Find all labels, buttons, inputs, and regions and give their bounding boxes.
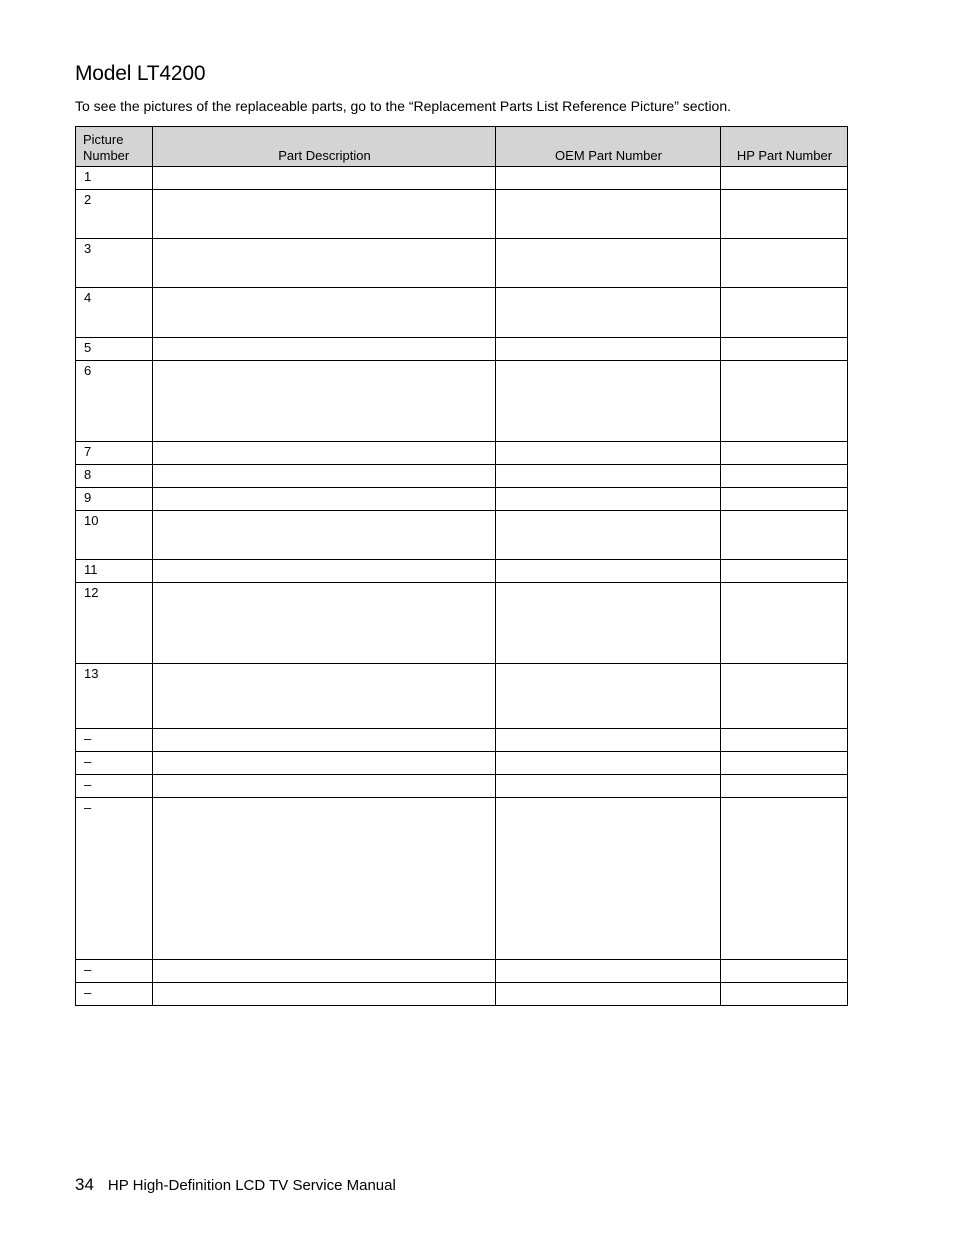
- hp-part-number-cell: [721, 442, 848, 465]
- hp-part-number-cell: [721, 664, 848, 729]
- table-row: [76, 167, 848, 190]
- table-row: [76, 752, 848, 775]
- picture-number-cell: 4: [76, 288, 153, 338]
- hp-part-number-cell: [721, 583, 848, 664]
- hp-part-number-cell: [721, 511, 848, 560]
- hp-part-number-cell: [721, 190, 848, 239]
- hp-part-number-cell: [721, 960, 848, 983]
- table-row: [76, 664, 848, 729]
- picture-number-cell: –: [76, 798, 153, 960]
- part-description-cell: [153, 983, 496, 1006]
- oem-part-number-cell: [496, 729, 721, 752]
- part-description-cell: [153, 442, 496, 465]
- table-row: [76, 465, 848, 488]
- column-header-picture-line2: Number: [83, 148, 130, 163]
- part-description-cell: [153, 511, 496, 560]
- picture-number-cell: 12: [76, 583, 153, 664]
- table-header-row: [76, 127, 848, 167]
- table-row: [76, 239, 848, 288]
- oem-part-number-cell: [496, 511, 721, 560]
- picture-number-cell: 5: [76, 338, 153, 361]
- part-description-cell: [153, 560, 496, 583]
- hp-part-number-cell: [721, 167, 848, 190]
- part-description-cell: [153, 288, 496, 338]
- part-description-cell: [153, 239, 496, 288]
- picture-number-cell: 2: [76, 190, 153, 239]
- table-row: [76, 798, 848, 960]
- part-description-cell: [153, 664, 496, 729]
- oem-part-number-cell: [496, 488, 721, 511]
- oem-part-number-cell: [496, 560, 721, 583]
- table-row: [76, 190, 848, 239]
- table-row: [76, 775, 848, 798]
- hp-part-number-cell: [721, 775, 848, 798]
- oem-part-number-cell: [496, 983, 721, 1006]
- table-row: [76, 960, 848, 983]
- hp-part-number-cell: [721, 288, 848, 338]
- oem-part-number-cell: [496, 442, 721, 465]
- hp-part-number-cell: [721, 465, 848, 488]
- part-description-cell: [153, 775, 496, 798]
- table-row: [76, 583, 848, 664]
- hp-part-number-cell: [721, 239, 848, 288]
- page-number: 34: [75, 1175, 94, 1194]
- oem-part-number-cell: [496, 960, 721, 983]
- part-description-cell: [153, 338, 496, 361]
- hp-part-number-cell: [721, 729, 848, 752]
- parts-table: [75, 126, 848, 1006]
- column-header-picture-line1: Picture: [83, 132, 124, 147]
- oem-part-number-cell: [496, 465, 721, 488]
- intro-text: To see the pictures of the replaceable parts, go to the “Replacement Parts List Reference Picture” section.: [75, 98, 732, 114]
- hp-part-number-cell: [721, 338, 848, 361]
- picture-number-cell: 13: [76, 664, 153, 729]
- table-row: [76, 442, 848, 465]
- table-row: [76, 488, 848, 511]
- oem-part-number-cell: [496, 664, 721, 729]
- oem-part-number-cell: [496, 775, 721, 798]
- oem-part-number-cell: [496, 798, 721, 960]
- picture-number-cell: 1: [76, 167, 153, 190]
- table-row: [76, 338, 848, 361]
- part-description-cell: [153, 190, 496, 239]
- column-header-oem-part-number: OEM Part Number: [496, 127, 721, 167]
- oem-part-number-cell: [496, 288, 721, 338]
- hp-part-number-cell: [721, 361, 848, 442]
- picture-number-cell: 10: [76, 511, 153, 560]
- table-row: [76, 983, 848, 1006]
- part-description-cell: [153, 465, 496, 488]
- oem-part-number-cell: [496, 239, 721, 288]
- oem-part-number-cell: [496, 583, 721, 664]
- oem-part-number-cell: [496, 752, 721, 775]
- table-row: [76, 511, 848, 560]
- page-title: Model LT4200: [75, 62, 206, 85]
- picture-number-cell: 9: [76, 488, 153, 511]
- hp-part-number-cell: [721, 752, 848, 775]
- table-row: [76, 729, 848, 752]
- part-description-cell: [153, 361, 496, 442]
- picture-number-cell: 11: [76, 560, 153, 583]
- picture-number-cell: 8: [76, 465, 153, 488]
- oem-part-number-cell: [496, 361, 721, 442]
- picture-number-cell: –: [76, 752, 153, 775]
- table-row: [76, 361, 848, 442]
- picture-number-cell: –: [76, 775, 153, 798]
- part-description-cell: [153, 488, 496, 511]
- part-description-cell: [153, 583, 496, 664]
- oem-part-number-cell: [496, 190, 721, 239]
- column-header-part-description: Part Description: [153, 127, 496, 167]
- part-description-cell: [153, 960, 496, 983]
- table-row: [76, 288, 848, 338]
- oem-part-number-cell: [496, 167, 721, 190]
- oem-part-number-cell: [496, 338, 721, 361]
- picture-number-cell: 3: [76, 239, 153, 288]
- part-description-cell: [153, 729, 496, 752]
- hp-part-number-cell: [721, 798, 848, 960]
- hp-part-number-cell: [721, 560, 848, 583]
- picture-number-cell: 6: [76, 361, 153, 442]
- picture-number-cell: –: [76, 729, 153, 752]
- table-row: [76, 560, 848, 583]
- picture-number-cell: –: [76, 960, 153, 983]
- column-header-hp-part-number: HP Part Number: [721, 127, 848, 167]
- manual-title: HP High-Definition LCD TV Service Manual: [107, 1177, 396, 1194]
- part-description-cell: [153, 798, 496, 960]
- column-header-picture-number: [76, 127, 153, 167]
- hp-part-number-cell: [721, 488, 848, 511]
- picture-number-cell: 7: [76, 442, 153, 465]
- part-description-cell: [153, 167, 496, 190]
- picture-number-cell: –: [76, 983, 153, 1006]
- hp-part-number-cell: [721, 983, 848, 1006]
- page-footer: [75, 1175, 396, 1195]
- part-description-cell: [153, 752, 496, 775]
